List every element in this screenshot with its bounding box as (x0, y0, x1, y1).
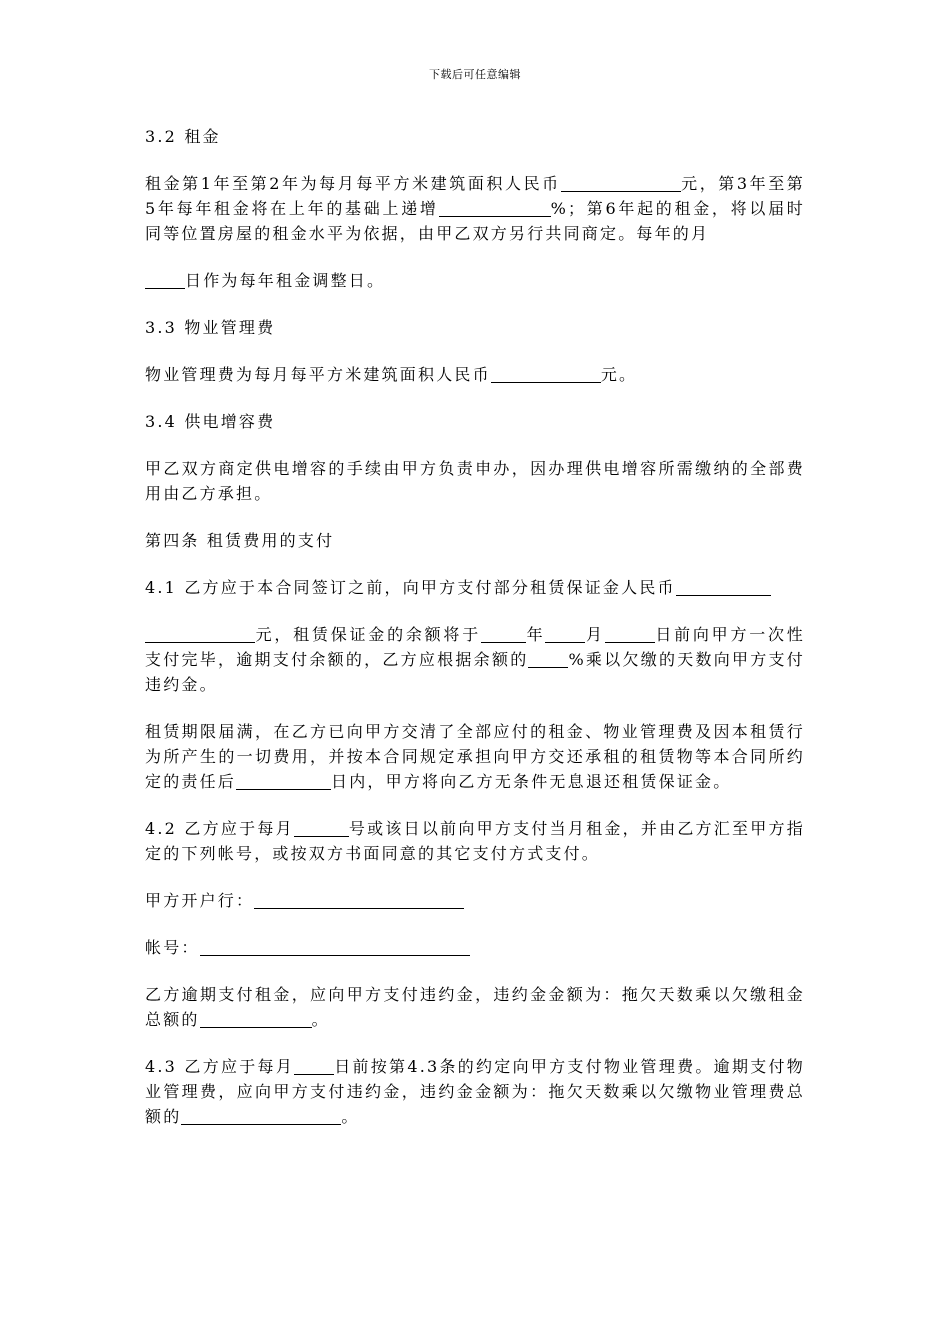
deposit-text-month: 月 (585, 625, 605, 644)
mgmt-fee-text-a: 物业管理费为每月每平方米建筑面积人民币 (145, 365, 491, 384)
mgmt-pay-day-blank[interactable] (294, 1057, 334, 1075)
refund-text-b: 日内，甲方将向乙方无条件无息退还租赁保证金。 (331, 772, 732, 791)
account-label: 帐号： (145, 938, 200, 957)
deposit-amount-blank-a[interactable] (676, 578, 771, 596)
mgmt-fee-blank[interactable] (491, 365, 601, 383)
refund-text-a: 租赁期限届满，在乙方已向甲方交清了全部应付的租金、物业管理费及因本租赁行为所产生的一切费用，并按本合同规定承担向甲方交还承租的租赁物等本合同所约定的责任后 (145, 722, 805, 791)
section-3-4-paragraph: 甲乙双方商定供电增容的手续由甲方负责申办，因办理供电增容所需缴纳的全部费用由乙方承担。 (145, 459, 805, 503)
late-rent-paragraph (145, 982, 805, 1032)
rent-pay-text-b: 号或该日以前向甲方支付当月租金，并由乙方汇至甲方指定的下列帐号，或按双方书面同意的其它支付方式支付。 (145, 819, 805, 863)
mgmt-pay-text-a: 4.3 乙方应于每月 (145, 1057, 295, 1076)
adjust-day-text: 日作为每年租金调整日。 (185, 271, 386, 290)
rent-adjust-day-paragraph (145, 268, 805, 293)
section-3-2-heading: 3.2 租金 (145, 127, 221, 146)
deposit-balance-paragraph (145, 622, 805, 697)
rent-pay-day-blank[interactable] (294, 819, 349, 837)
section-4-3-paragraph (145, 1054, 805, 1129)
article-4-heading: 第四条 租赁费用的支付 (145, 531, 335, 550)
adjust-day-blank[interactable] (145, 271, 185, 289)
late-rent-text-a: 乙方逾期支付租金，应向甲方支付违约金，违约金金额为：拖欠天数乘以欠缴租金总额的 (145, 985, 805, 1029)
rent-text-b: 元，第3年至第5年每年租金将在上年的基础上递增 (145, 174, 805, 218)
balance-penalty-rate-blank[interactable] (528, 650, 568, 668)
section-3-2-rent-paragraph (145, 171, 805, 246)
mgmt-late-rate-blank[interactable] (181, 1107, 341, 1125)
balance-month-blank[interactable] (545, 625, 585, 643)
deposit-text-b: 元，租赁保证金的余额将于 (255, 625, 481, 644)
contract-body (145, 124, 805, 1151)
bank-line (145, 888, 805, 913)
mgmt-pay-text-c: 。 (341, 1107, 360, 1126)
bank-name-blank[interactable] (254, 891, 464, 909)
balance-year-blank[interactable] (481, 625, 526, 643)
bank-label: 甲方开户行： (145, 891, 255, 910)
deposit-text-d: 日前向甲方一次性支付完毕，逾期支付余额的，乙方应根据余额的 (145, 625, 805, 669)
rent-pay-text-a: 4.2 乙方应于每月 (145, 819, 294, 838)
section-3-3-heading: 3.3 物业管理费 (145, 318, 276, 337)
section-4-2-paragraph (145, 816, 805, 866)
late-rent-rate-blank[interactable] (200, 1010, 312, 1028)
rent-text-a: 租金第1年至第2年为每月每平方米建筑面积人民币 (145, 174, 561, 193)
rent-amount-blank[interactable] (561, 174, 681, 192)
late-rent-text-b: 。 (311, 1010, 330, 1029)
header-note: 下载后可任意编辑 (429, 68, 521, 81)
mgmt-pay-text-b: 日前按第4.3条的约定向甲方支付物业管理费。逾期支付物业管理费，应向甲方支付违约金，违约金金额为：拖欠天数乘以欠缴物业管理费总额的 (145, 1057, 805, 1126)
account-number-blank[interactable] (200, 938, 470, 956)
rent-increase-blank[interactable] (439, 199, 551, 217)
refund-days-blank[interactable] (236, 772, 331, 790)
section-3-3-paragraph (145, 362, 805, 387)
mgmt-fee-text-b: 元。 (600, 365, 638, 384)
deposit-text-a: 4.1 乙方应于本合同签订之前，向甲方支付部分租赁保证金人民币 (145, 578, 676, 597)
rent-text-c: %；第6年起的租金，将以届时同等位置房屋的租金水平为依据，由甲乙双方另行共同商定。每年的月 (145, 199, 805, 243)
deposit-text-year: 年 (525, 625, 546, 644)
section-4-1-paragraph (145, 575, 805, 600)
deposit-amount-blank-b[interactable] (145, 625, 255, 643)
balance-day-blank[interactable] (605, 625, 655, 643)
deposit-refund-paragraph (145, 719, 805, 794)
account-line (145, 935, 805, 960)
deposit-text-e: %乘以欠缴的天数向甲方支付违约金。 (145, 650, 805, 694)
section-3-4-heading: 3.4 供电增容费 (145, 412, 276, 431)
